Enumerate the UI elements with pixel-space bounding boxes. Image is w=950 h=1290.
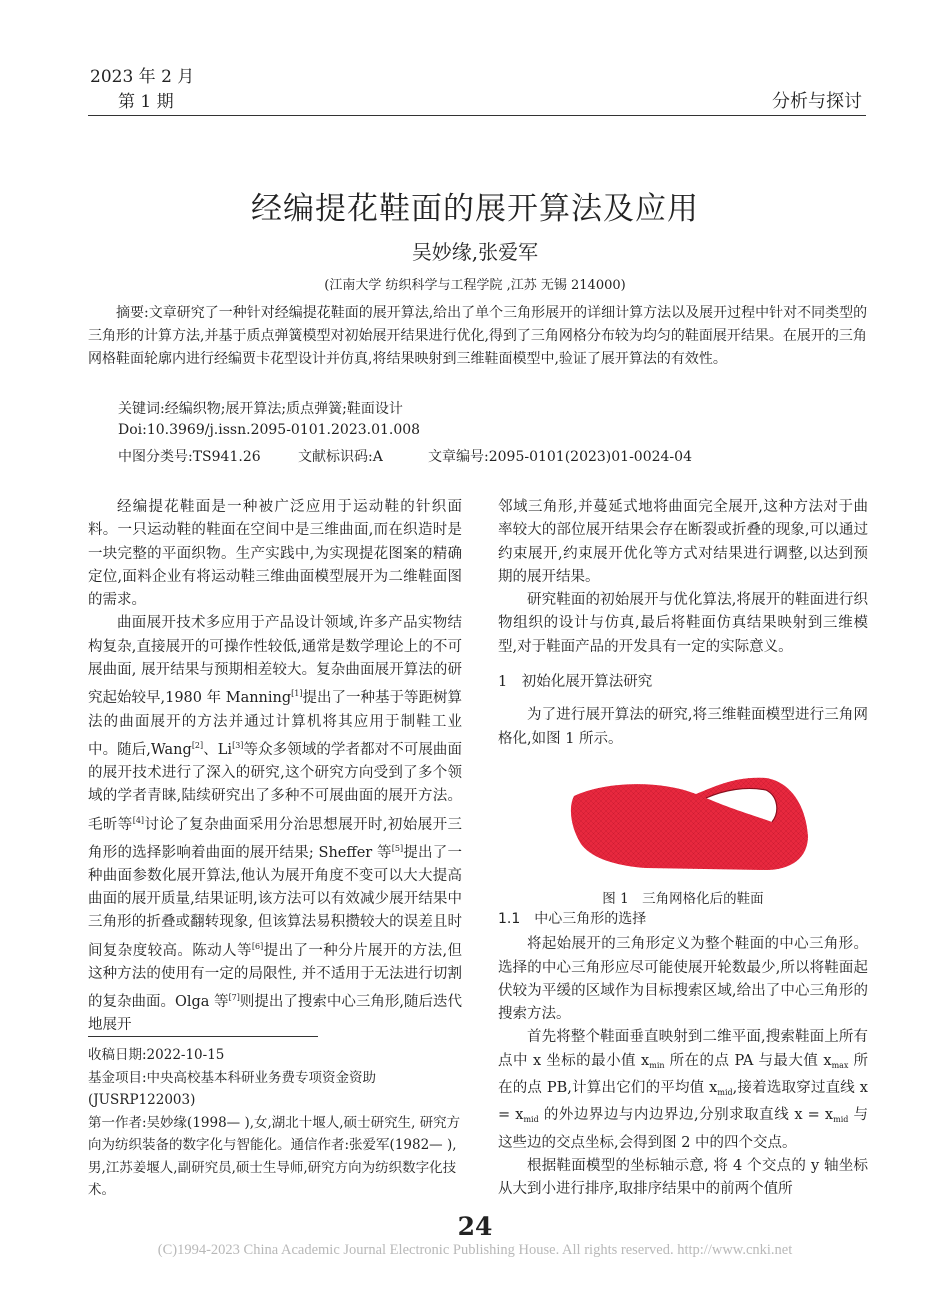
author-info: 第一作者:吴妙缘(1998— ),女,湖北十堰人,硕士研究生, 研究方向为纺织装备的数字化与智能化。通信作者:张爱军(1982— ),男,江苏姜堰人,副研究员,硕士生导师,研究方向为纺织数字化技术。	[88, 1114, 461, 1198]
research-paragraph: 研究鞋面的初始展开与优化算法,将展开的鞋面进行织物组织的设计与仿真,最后将鞋面仿真结果映射到三维模型,对于鞋面产品的开发具有一定的实际意义。	[498, 592, 868, 655]
document-code: 文献标识码:A	[298, 449, 383, 465]
article-affiliation: (江南大学 纺织科学与工程学院 ,江苏 无锡 214000)	[324, 278, 626, 293]
search-method-paragraph	[498, 1026, 868, 1154]
text-run: 提出了一种基于等距树算法的曲面展开的方法并通过计算机将其应用于制鞋工业中。随后,Wang	[88, 690, 462, 758]
text-run: 等众多领域的学者都对不可展曲面的展开技术进行了深入的研究,这个研究方向受到了多个领域的学者青睐,陆续研究出了多种不可展曲面的展开方法。毛昕等	[88, 741, 462, 833]
citation-6: [6]	[251, 941, 264, 951]
subscript-mid: mid	[523, 1115, 539, 1125]
intro-paragraph-2	[88, 612, 462, 1037]
subsection-heading-1-1: 1.1 中心三角形的选择	[498, 911, 647, 927]
keywords: 关键词:经编织物;展开算法;质点弹簧;鞋面设计	[118, 401, 403, 417]
center-triangle-paragraph: 将起始展开的三角形定义为整个鞋面的中心三角形。选择的中心三角形应尽可能使展开轮数最少,所以将鞋面起伏较为平缓的区域作为目标搜索区域,给出了中心三角形的搜索方法。	[498, 936, 868, 1023]
text-run: 首先将整个鞋面垂直映射到二维平面,搜索鞋面上所有点中 x 坐标的最小值 x	[498, 1029, 868, 1069]
right-column-bottom	[498, 908, 868, 1202]
citation-4: [4]	[132, 815, 145, 825]
article-number: 文章编号:2095-0101(2023)01-0024-04	[428, 449, 692, 465]
header-issue: 第 1 期	[118, 92, 174, 112]
classification: 中图分类号:TS941.26	[118, 449, 261, 465]
citation-1: [1]	[291, 689, 303, 699]
received-date: 收稿日期:2022-10-15	[88, 1047, 225, 1063]
subscript-mid: mid	[833, 1115, 849, 1125]
intro-paragraph-1: 经编提花鞋面是一种被广泛应用于运动鞋的针织面料。一只运动鞋的鞋面在空间中是三维曲面,而在织造时是一块完整的平面织物。生产实践中,为实现提花图案的精确定位,面料企业有将运动鞋三维曲面模型展开为二维鞋面图的需求。	[88, 499, 462, 609]
footnote-rule	[88, 1036, 318, 1037]
sorting-paragraph: 根据鞋面模型的坐标轴示意, 将 4 个交点的 y 轴坐标从大到小进行排序,取排序结果中的前两个值所	[498, 1157, 868, 1198]
shoe-mesh-overlay	[571, 778, 808, 870]
subscript-min: min	[649, 1060, 665, 1070]
header-column: 分析与探讨	[772, 91, 862, 112]
subscript-mid: mid	[717, 1088, 733, 1098]
text-run: 、Li	[203, 741, 233, 758]
header-rule	[88, 115, 866, 116]
figure-intro-paragraph: 为了进行展开算法的研究,将三维鞋面模型进行三角网格化,如图 1 所示。	[498, 707, 868, 747]
text-run: 所在的点 PA 与最大值 x	[664, 1052, 832, 1069]
article-authors: 吴妙缘,张爱军	[411, 240, 539, 264]
citation-5: [5]	[391, 843, 404, 853]
section-heading-1: 1 初始化展开算法研究	[498, 674, 653, 691]
page-number: 24	[457, 1212, 493, 1241]
citation-7: [7]	[228, 993, 240, 1003]
text-run: 与这些边的交点坐标,会得到图 2 中的四个交点。	[498, 1107, 868, 1151]
figure-1-shoe-mesh	[566, 766, 816, 876]
right-column-top	[498, 496, 868, 751]
text-run: 的外边界边与内边界边,分别求取直线 x = x	[538, 1107, 834, 1124]
fund-info: 基金项目:中央高校基本科研业务费专项资金资助(JUSRP122003)	[88, 1069, 377, 1108]
text-run: 提出了一种分片展开的方法,但这种方法的使用有一定的局限性, 并不适用于无法进行切割的复杂曲面。Olga 等	[88, 942, 462, 1010]
text-run: 所在的点 PB,计算出它们的平均值 x	[498, 1052, 869, 1097]
text-run: 曲面展开技术多应用于产品设计领域,许多产品实物结构复杂,直接展开的可操作性较低,通常是数学理论上的不可展曲面, 展开结果与预期相差较大。复杂曲面展开算法的研究起始较早,1980 年 Manning	[88, 615, 462, 707]
citation-2: [2]	[191, 740, 204, 750]
copyright-notice: (C)1994-2023 China Academic Journal Electronic Publishing House. All rights reserved. http://www.cnki.net	[157, 1242, 793, 1258]
text-run: 则提出了搜索中心三角形,随后迭代地展开	[88, 993, 463, 1034]
subscript-max: max	[831, 1060, 849, 1070]
abstract: 摘要:文章研究了一种针对经编提花鞋面的展开算法,给出了单个三角形展开的详细计算方法以及展开过程中针对不同类型的三角形的计算方法,并基于质点弹簧模型对初始展开结果进行优化,得到了三角网格分布较为均匀的鞋面展开结果。在展开的三角网格鞋面轮廓内进行经编贾卡花型设计并仿真,将结果映射到三维鞋面模型中,验证了展开算法的有效性。	[88, 305, 868, 367]
article-title: 经编提花鞋面的展开算法及应用	[251, 191, 699, 227]
text-run: 提出了一种曲面参数化展开算法,他认为展开角度不变可以大大提高曲面的展开质量,结果证明,该方法可以有效减少展开结果中三角形的折叠或翻转现象, 但该算法易积攒较大的误差且时间复杂度较高。陈动人等	[88, 844, 462, 959]
figure-1-caption: 图 1 三角网格化后的鞋面	[602, 891, 764, 907]
continued-paragraph: 邻域三角形,并蔓延式地将曲面完全展开,这种方法对于曲率较大的部位展开结果会存在断裂或折叠的现象,可以通过约束展开,约束展开优化等方式对结果进行调整,以达到预期的展开结果。	[498, 499, 868, 585]
doi: Doi:10.3969/j.issn.2095-0101.2023.01.008	[118, 422, 421, 438]
text-run: ,接着选取穿过直线 x = x	[498, 1080, 868, 1124]
header-date: 2023 年 2 月	[90, 67, 195, 87]
citation-3: [3]	[232, 740, 244, 750]
footnotes	[88, 1044, 464, 1202]
left-column	[88, 496, 462, 1038]
text-run: 讨论了复杂曲面采用分治思想展开时,初始展开三角形的选择影响着曲面的展开结果; Sheffer 等	[88, 816, 463, 861]
